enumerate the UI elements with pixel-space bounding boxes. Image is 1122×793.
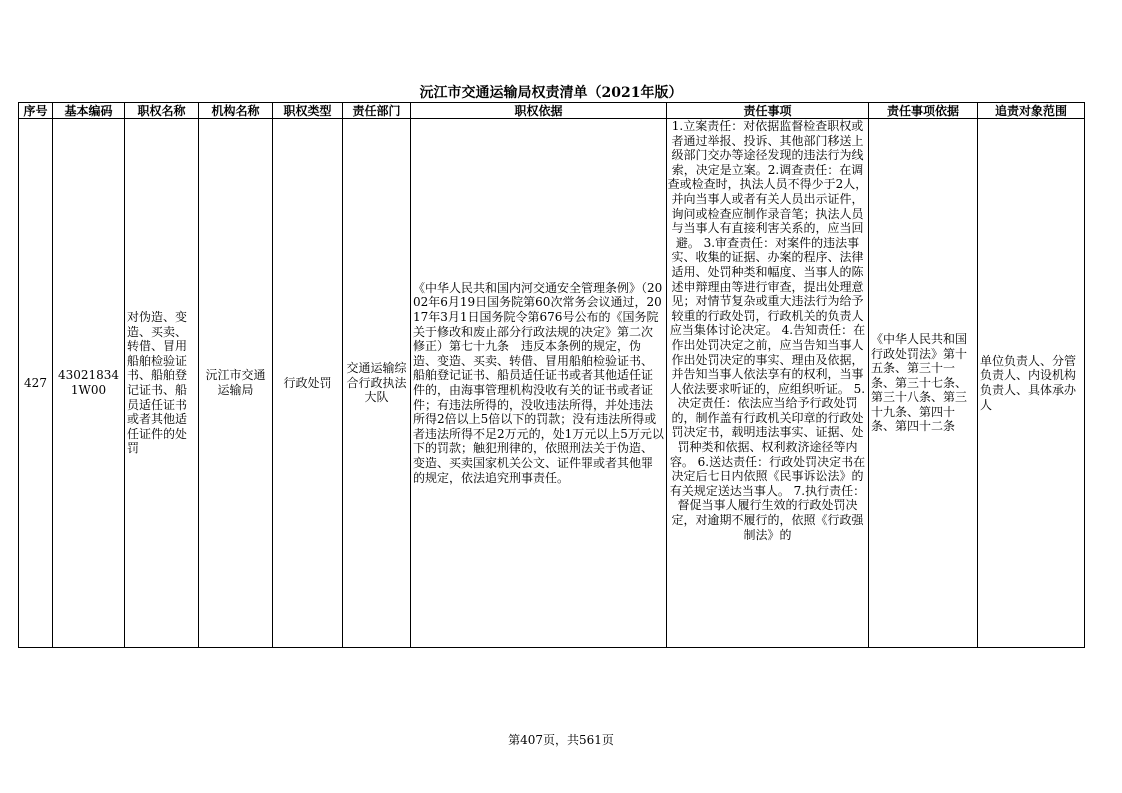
- header-seq: 序号: [19, 103, 53, 119]
- basis-value: 《中华人民共和国内河交通安全管理条例》（2002年6月19日国务院第60次常务会议通过，2017年3月1日国务院令第676号公布的《国务院关于修改和废止部分行政法规的决定》第二次修正）第七十九条 违反本条例的规定，伪造、变造、买卖、转借、冒用船舶检验证书、船舶登记证书、船员适任证书或者其他适任证件的，由海事管理机构没收有关的证书或者证件；有违法所得的，没收违法所得，并处违法所得2倍以上5倍以下的罚款；没有违法所得或者违法所得不足2万元的，处1万元以上5万元以下的罚款；触犯刑律的，依照刑法关于伪造、变造、买卖国家机关公文、证件罪或者其他罪的规定，依法追究刑事责任。: [413, 280, 664, 485]
- header-power-name: 职权名称: [125, 103, 199, 119]
- header-basis: 职权依据: [411, 103, 667, 119]
- page-footer: 第407页，共561页: [508, 733, 614, 747]
- header-power-type: 职权类型: [273, 103, 343, 119]
- header-duty-basis: 责任事项依据: [869, 103, 978, 119]
- org-name-value: 沅江市交通运输局: [205, 368, 266, 397]
- cell-code: [53, 119, 125, 648]
- power-name-value: 对伪造、变造、买卖、转借、冒用船舶检验证书、船舶登记证书、船员适任证书或者其他适任证件的处罚: [127, 310, 188, 456]
- cell-power-name: [125, 119, 199, 648]
- cell-seq: [19, 119, 53, 648]
- page-title: 沅江市交通运输局权责清单（2021年版）: [419, 85, 683, 101]
- header-duty: 责任事项: [667, 103, 869, 119]
- header-org-name: 机构名称: [199, 103, 273, 119]
- table-row: [19, 119, 1085, 648]
- responsibility-table: [18, 102, 1085, 648]
- cell-accountability: [978, 119, 1085, 648]
- accountability-value: 单位负责人、分管负责人、内设机构负责人、具体承办人: [980, 353, 1077, 412]
- header-dept: 责任部门: [343, 103, 411, 119]
- cell-duty-basis: [869, 119, 978, 648]
- cell-org-name: [199, 119, 273, 648]
- header-code: 基本编码: [53, 103, 125, 119]
- duty-basis-value: 《中华人民共和国行政处罚法》第十五条、第三十一条、第三十七条、第三十八条、第三十九条、第四十条、第四十二条: [871, 331, 968, 434]
- cell-duty: [667, 119, 869, 648]
- header-row: [19, 103, 1085, 119]
- cell-power-type: [273, 119, 343, 648]
- code-value: 430218341W00: [57, 368, 120, 397]
- dept-value: 交通运输综合行政执法大队: [346, 361, 407, 405]
- cell-dept: [343, 119, 411, 648]
- power-type-value: 行政处罚: [283, 375, 332, 390]
- cell-basis: [411, 119, 667, 648]
- header-accountability: 追责对象范围: [978, 103, 1085, 119]
- duty-value: 1.立案责任：对依据监督检查职权或者通过举报、投诉、其他部门移送上级部门交办等途径发现的违法行为线索，决定是立案。2.调查责任：在调查或检查时，执法人员不得少于2人，并向当事人或者有关人员出示证件，询问或检查应制作录音笔；执法人员与当事人有直接利害关系的，应当回避。 3.审查责任：对案件的违法事实、收集的证据、办案的程序、法律适用、处罚种类和幅度、当事人的陈述申辩理由等进行审查，提出处理意见；对情节复杂或重大违法行为给予较重的行政处罚，行政机关的负责人应当集体讨论决定。 4.告知责任：在作出处罚决定之前，应当告知当事人作出处罚决定的事实、理由及依据，并告知当事人依法享有的权利，当事人依法要求听证的，应组织听证。 5.决定责任：依法应当给予行政处罚的，制作盖有行政机关印章的行政处罚决定书，载明违法事实、证据、处罚种类和依据、权利救济途径等内容。 6.送达责任：行政处罚决定书在决定后七日内依照《民事诉讼法》的有关规定送达当事人。 7.执行责任：督促当事人履行生效的行政处罚决定，对逾期不履行的，依照《行政强制法》的: [667, 119, 868, 542]
- seq-value: 427: [24, 375, 47, 390]
